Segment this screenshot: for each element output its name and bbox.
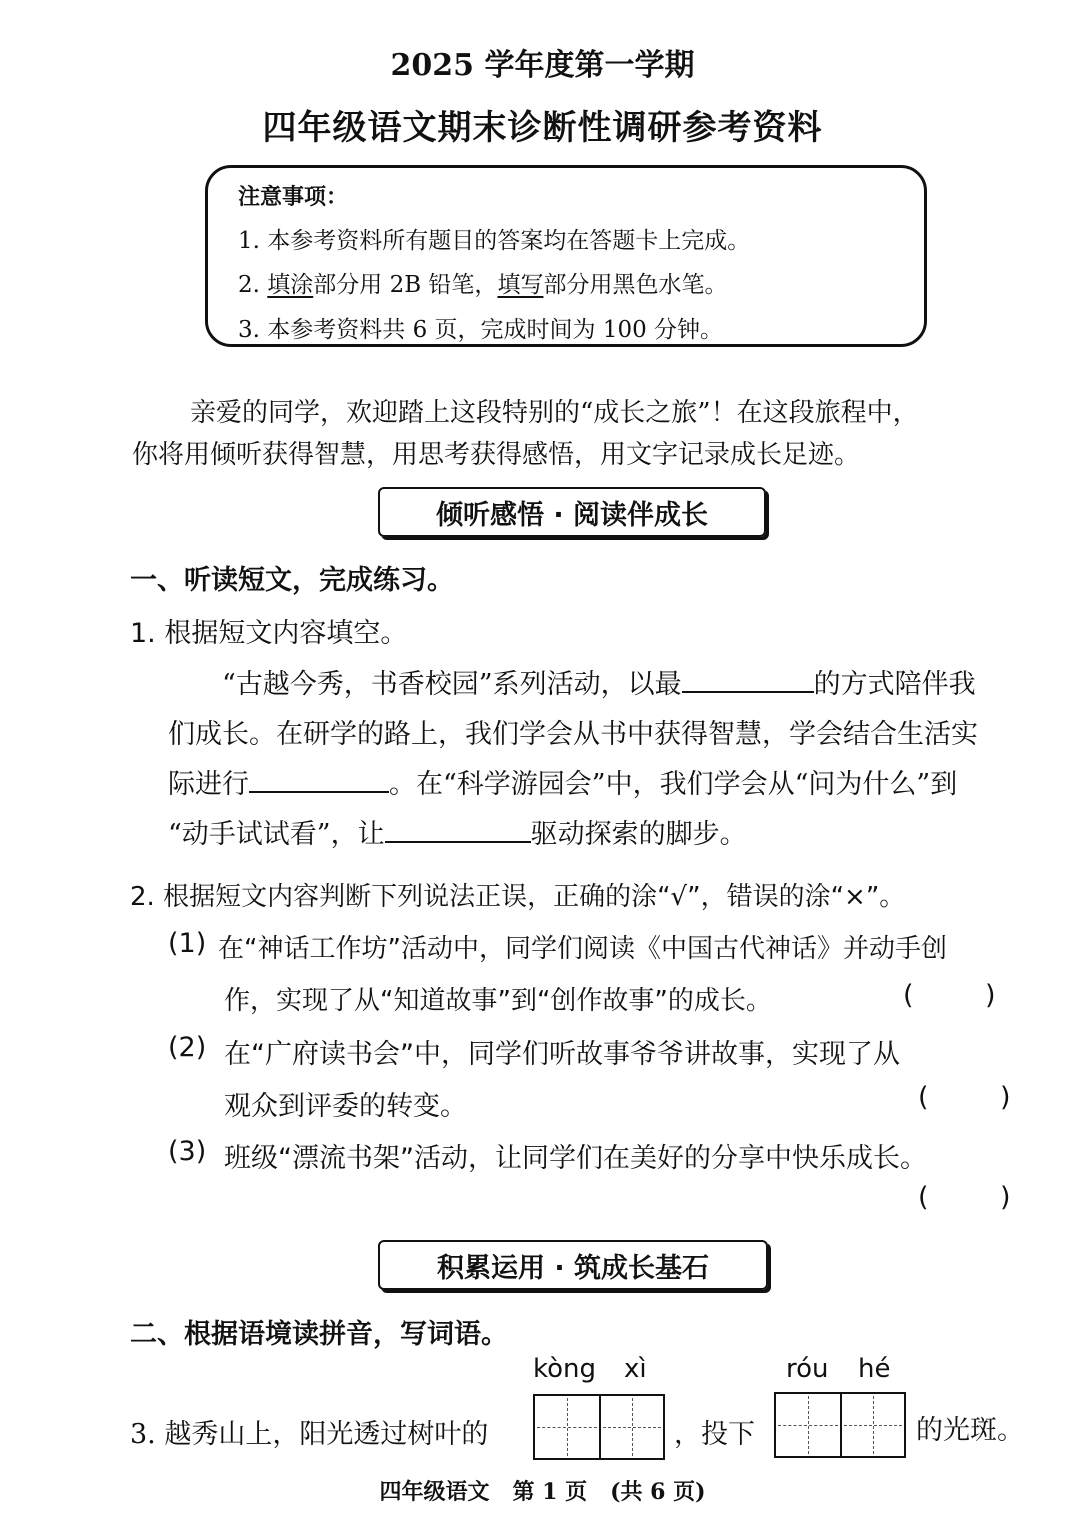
footer-total: (共 6 页) [610, 1479, 706, 1505]
q2-item-1-answer-close: ) [985, 980, 996, 1011]
section-2-title: 二、根据语境读拼音，写词语。 [130, 1319, 508, 1350]
footer-page: 第 1 页 [512, 1479, 588, 1505]
intro-line-2: 你将用倾听获得智慧，用思考获得感悟，用文字记录成长足迹。 [132, 440, 861, 470]
notice-item-2-fill: 填涂 [267, 272, 314, 298]
q2-item-3-answer-open[interactable]: ( [918, 1182, 929, 1213]
writing-grid-1[interactable] [533, 1394, 665, 1460]
answer-blank-3[interactable] [385, 817, 531, 843]
question-2-stem: 2. 根据短文内容判断下列说法正误，正确的涂“√”，错误的涂“×”。 [130, 882, 906, 912]
q3-text-c: 的光斑。 [916, 1415, 1024, 1446]
page-title: 四年级语文期末诊断性调研参考资料 [262, 108, 823, 148]
q3-text-b: ，投下 [674, 1419, 755, 1450]
section-1-title: 一、听读短文，完成练习。 [130, 565, 454, 596]
pinyin-kong: kòng [533, 1354, 597, 1384]
writing-grid-2[interactable] [774, 1392, 906, 1458]
grid-2-cell-2[interactable] [840, 1394, 904, 1456]
grid-2-cell-1[interactable] [776, 1394, 840, 1456]
q2-item-1-line-1: 在“神话工作坊”活动中，同学们阅读《中国古代神话》并动手创 [218, 934, 947, 964]
q2-item-3-answer-close: ) [1000, 1182, 1011, 1213]
q2-item-1-answer-open[interactable]: ( [903, 980, 914, 1011]
q2-item-2-line-1: 在“广府读书会”中，同学们听故事爷爷讲故事，实现了从 [224, 1039, 900, 1070]
notice-item-2 [238, 266, 727, 299]
q1-line-1-text-a: “古越今秀，书香校园”系列活动，以最 [222, 669, 682, 700]
notice-item-2-write: 填写 [497, 272, 544, 298]
q1-line-4-text-a: “动手试试看”，让 [168, 819, 385, 850]
q2-item-1-number: (1) [168, 928, 207, 959]
q2-item-3-line-1: 班级“漂流书架”活动，让同学们在美好的分享中快乐成长。 [224, 1143, 927, 1174]
notice-item-1: 1. 本参考资料所有题目的答案均在答题卡上完成。 [238, 228, 751, 254]
footer-subject: 四年级语文 [379, 1479, 490, 1505]
question-1-stem: 1. 根据短文内容填空。 [130, 618, 408, 649]
section-banner-accumulation: 积累运用 · 筑成长基石 [378, 1240, 768, 1290]
page-footer [0, 1475, 1085, 1506]
notice-heading: 注意事项： [238, 184, 349, 210]
notice-item-2-pencil: 部分用 2B 铅笔， [313, 272, 498, 298]
notice-item-2-prefix: 2. [238, 272, 268, 298]
q3-text-a: 3. 越秀山上，阳光透过树叶的 [130, 1419, 489, 1450]
q1-line-3-text-a: 际进行 [168, 769, 249, 800]
answer-blank-2[interactable] [249, 767, 389, 793]
section-banner-listening: 倾听感悟 · 阅读伴成长 [378, 487, 766, 537]
pinyin-xi: xì [624, 1354, 647, 1384]
grid-1-cell-2[interactable] [599, 1396, 663, 1458]
q1-line-2: 们成长。在研学的路上，我们学会从书中获得智慧，学会结合生活实 [168, 719, 978, 750]
q2-item-1-line-2: 作，实现了从“知道故事”到“创作故事”的成长。 [224, 986, 772, 1016]
q2-item-3-number: (3) [168, 1136, 207, 1167]
q1-line-3-text-b: 。在“科学游园会”中，我们学会从“问为什么”到 [389, 769, 958, 800]
q2-item-2-number: (2) [168, 1032, 207, 1063]
q2-item-2-answer-close: ) [1000, 1082, 1011, 1113]
grid-1-cell-1[interactable] [535, 1396, 599, 1458]
notice-item-2-pen: 部分用黑色水笔。 [543, 272, 728, 298]
q1-line-4 [168, 812, 747, 851]
pinyin-rou: róu [786, 1354, 829, 1384]
q1-line-4-text-b: 驱动探索的脚步。 [530, 819, 747, 850]
q1-line-1 [222, 662, 976, 701]
pinyin-he: hé [858, 1354, 891, 1384]
q1-line-1-text-b: 的方式陪伴我 [813, 669, 976, 700]
q2-item-2-answer-open[interactable]: ( [918, 1082, 929, 1113]
term-title: 2025 学年度第一学期 [390, 48, 695, 83]
answer-blank-1[interactable] [682, 667, 814, 693]
notice-box [205, 165, 927, 347]
q1-line-3 [168, 762, 957, 801]
notice-item-3: 3. 本参考资料共 6 页，完成时间为 100 分钟。 [238, 317, 724, 343]
q2-item-2-line-2: 观众到评委的转变。 [224, 1091, 467, 1122]
intro-line-1: 亲爱的同学，欢迎踏上这段特别的“成长之旅”！在这段旅程中， [190, 398, 919, 428]
